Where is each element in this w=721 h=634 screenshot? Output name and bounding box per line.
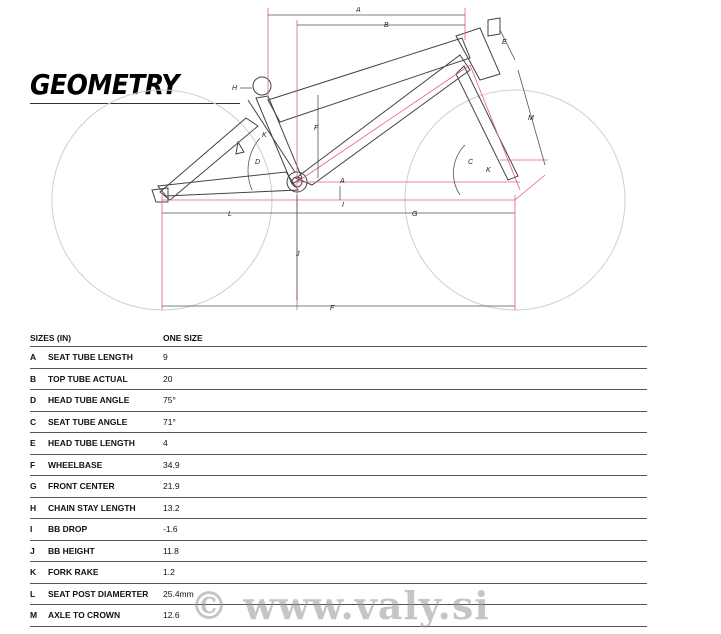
row-value: 34.9 [163,459,180,470]
row-letter: F [30,459,36,470]
row-letter: I [30,524,33,535]
row-value: 75° [163,395,176,406]
dim-label: I [342,202,344,209]
row-value: 4 [163,438,168,449]
bike-frame [152,18,518,202]
row-value: 21.9 [163,481,180,492]
row-name: WHEELBASE [48,459,103,470]
row-name: FORK RAKE [48,567,99,578]
watermark: © www.valy.si [190,583,490,628]
row-value: 12.6 [163,610,180,621]
row-name: HEAD TUBE LENGTH [48,438,135,449]
dim-label: K [486,167,491,174]
row-name: TOP TUBE ACTUAL [48,373,128,384]
dimension-arrows [162,15,545,306]
dim-label: H [232,85,238,92]
row-name: SEAT POST DIAMERTER [48,588,149,599]
header-one-size: ONE SIZE [163,333,203,343]
table-row [30,454,647,476]
row-value: 1.2 [163,567,175,578]
row-name: BB HEIGHT [48,545,95,556]
dim-label: A [340,178,345,185]
row-letter: L [30,588,36,599]
row-letter: J [30,545,35,556]
table-row [30,368,647,390]
table-row [30,347,647,369]
row-letter: D [30,395,37,406]
row-name: HEAD TUBE ANGLE [48,395,130,406]
table-row [30,390,647,412]
row-letter: B [30,373,37,384]
row-name: BB DROP [48,524,88,535]
row-value: 9 [163,352,168,363]
row-name: SEAT TUBE ANGLE [48,416,128,427]
dim-label: L [228,211,232,218]
table-row [30,540,647,562]
dimension-lines [162,8,548,310]
dim-label: E [502,39,507,46]
row-name: FRONT CENTER [48,481,115,492]
row-name: SEAT TUBE LENGTH [48,352,133,363]
row-value: 20 [163,373,173,384]
table-row [30,476,647,498]
row-name: CHAIN STAY LENGTH [48,502,136,513]
row-letter: M [30,610,38,621]
table-row [30,433,647,455]
dimension-letters [228,7,534,312]
table-row [30,411,647,433]
header-sizes: SIZES (IN) [30,333,72,343]
row-letter: G [30,481,37,492]
page-title: GEOMETRY [30,68,179,101]
dim-label: J [296,251,300,258]
dim-label: C [468,159,474,166]
dim-label: G [412,211,418,218]
row-value: 71° [163,416,176,427]
table-row [30,562,647,584]
row-letter: A [30,352,37,363]
dim-label: K [262,132,267,139]
row-letter: H [30,502,37,513]
dim-label: B [384,22,389,29]
table-header-row [30,330,647,347]
row-letter: E [30,438,36,449]
row-letter: K [30,567,37,578]
row-value: 25.4mm [163,588,194,599]
table-row [30,519,647,541]
dim-label: A [356,7,361,14]
table-row [30,497,647,519]
row-letter: C [30,416,37,427]
row-value: -1.6 [163,524,178,535]
row-name: AXLE TO CROWN [48,610,121,621]
dim-label: F [314,125,319,132]
row-value: 13.2 [163,502,180,513]
dim-label: D [255,159,261,166]
dim-label: F [330,305,335,312]
row-value: 11.8 [163,545,179,556]
dim-label: M [528,115,534,122]
